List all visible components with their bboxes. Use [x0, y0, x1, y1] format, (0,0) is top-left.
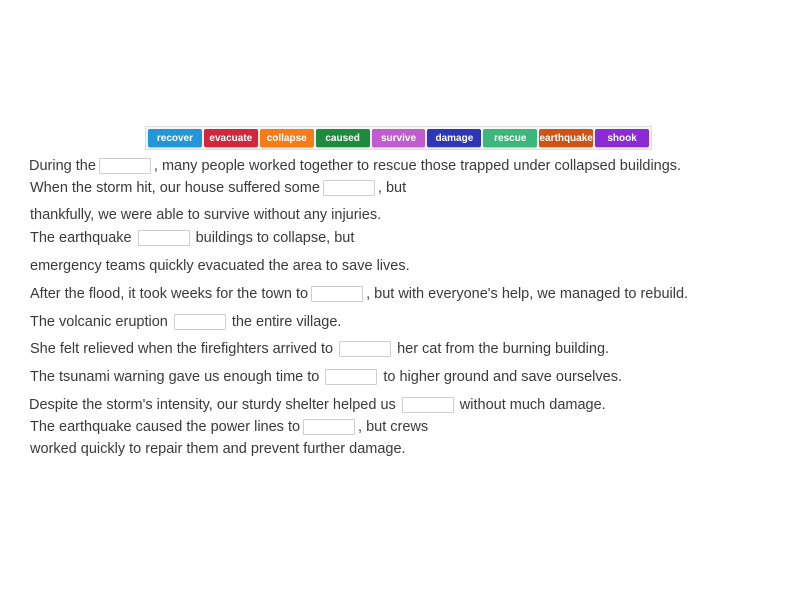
word-chip-collapse[interactable]: collapse [260, 129, 314, 147]
sentence-text: The earthquake [30, 230, 132, 246]
sentence-text: worked quickly to repair them and prevent further damage. [30, 441, 406, 457]
word-bank [145, 126, 652, 150]
answer-blank-6[interactable] [339, 341, 391, 357]
sentence-text: During the [29, 158, 96, 174]
sentence-6 [30, 339, 609, 359]
answer-blank-9[interactable] [303, 419, 355, 435]
sentence-8 [29, 395, 606, 415]
sentence-text: emergency teams quickly evacuated the area to save lives. [30, 258, 410, 274]
answer-blank-2[interactable] [323, 180, 375, 196]
sentence-text: When the storm hit, our house suffered some [30, 180, 320, 196]
word-chip-recover[interactable]: recover [148, 129, 202, 147]
sentence-3 [30, 228, 354, 248]
answer-blank-4[interactable] [311, 286, 363, 302]
sentence-text: without much damage. [459, 397, 606, 413]
sentence-text: Despite the storm's intensity, our sturdy shelter helped us [29, 397, 396, 413]
sentence-text: The earthquake caused the power lines to [30, 419, 301, 435]
sentence-1 [29, 156, 681, 176]
sentence-7 [30, 367, 622, 387]
sentence-text: , but crews [358, 419, 429, 435]
word-chip-rescue[interactable]: rescue [483, 129, 537, 147]
sentence-9-continued [30, 439, 406, 459]
sentence-text: , but with everyone's help, we managed to rebuild. [366, 286, 689, 302]
sentence-text: After the flood, it took weeks for the town to [30, 286, 309, 302]
sentence-text: thankfully, we were able to survive without any injuries. [30, 207, 382, 223]
sentence-9 [30, 417, 428, 437]
answer-blank-7[interactable] [325, 369, 377, 385]
word-chip-survive[interactable]: survive [372, 129, 426, 147]
sentence-text: to higher ground and save ourselves. [383, 369, 622, 385]
sentence-2 [30, 178, 406, 198]
answer-blank-1[interactable] [99, 158, 151, 174]
sentence-text: , but [377, 180, 407, 196]
sentence-text: , many people worked together to rescue those trapped under collapsed buildings. [153, 158, 682, 174]
word-chip-caused[interactable]: caused [316, 129, 370, 147]
answer-blank-5[interactable] [174, 314, 226, 330]
word-chip-earthquake[interactable]: earthquake [539, 129, 593, 147]
sentence-2-continued [30, 205, 381, 225]
sentence-4 [30, 284, 688, 304]
answer-blank-3[interactable] [138, 230, 190, 246]
sentence-text: She felt relieved when the firefighters arrived to [30, 341, 334, 357]
sentence-text: buildings to collapse, but [195, 230, 355, 246]
word-chip-evacuate[interactable]: evacuate [204, 129, 258, 147]
sentence-3-continued [30, 256, 410, 276]
word-chip-damage[interactable]: damage [427, 129, 481, 147]
word-chip-shook[interactable]: shook [595, 129, 649, 147]
sentence-text: The volcanic eruption [30, 314, 168, 330]
sentence-text: her cat from the burning building. [397, 341, 610, 357]
sentence-text: The tsunami warning gave us enough time to [30, 369, 320, 385]
answer-blank-8[interactable] [402, 397, 454, 413]
sentence-text: the entire village. [231, 314, 342, 330]
sentence-5 [30, 312, 341, 332]
